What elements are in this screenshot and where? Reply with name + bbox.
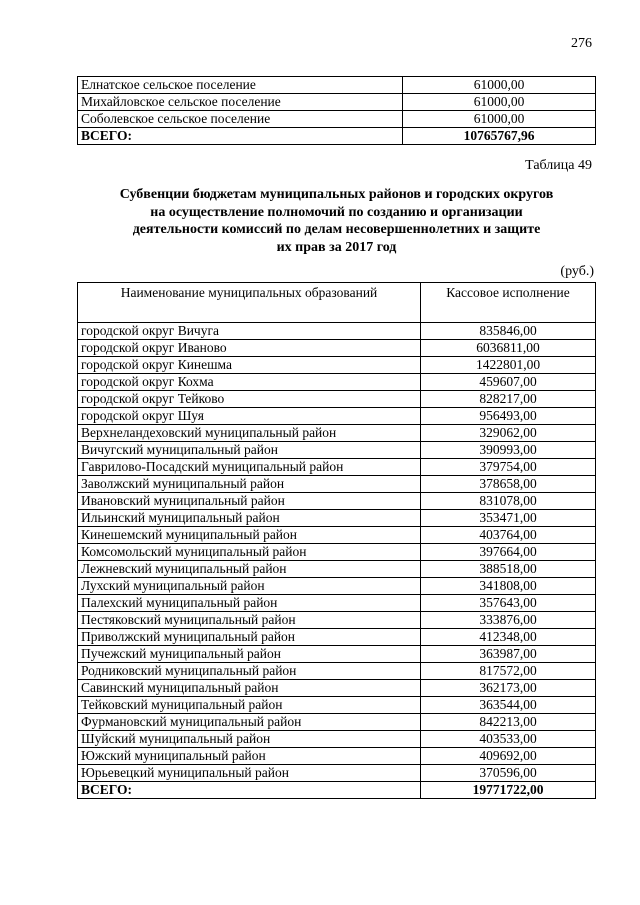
row-value: 341808,00 bbox=[421, 578, 596, 595]
table-row bbox=[78, 493, 596, 510]
row-value: 828217,00 bbox=[421, 391, 596, 408]
table-row bbox=[78, 680, 596, 697]
table-row bbox=[78, 476, 596, 493]
table-row bbox=[78, 425, 596, 442]
row-value: 390993,00 bbox=[421, 442, 596, 459]
table-row bbox=[78, 357, 596, 374]
table-row bbox=[78, 765, 596, 782]
table-row bbox=[78, 340, 596, 357]
row-value: 409692,00 bbox=[421, 748, 596, 765]
table-row bbox=[78, 561, 596, 578]
row-name: Южский муниципальный район bbox=[78, 748, 421, 765]
table-row bbox=[78, 111, 596, 128]
row-value: 831078,00 bbox=[421, 493, 596, 510]
row-value: 61000,00 bbox=[403, 111, 596, 128]
row-name: Палехский муниципальный район bbox=[78, 595, 421, 612]
total-value: 10765767,96 bbox=[403, 128, 596, 145]
row-name: городской округ Кинешма bbox=[78, 357, 421, 374]
row-name: Соболевское сельское поселение bbox=[78, 111, 403, 128]
table-row bbox=[78, 578, 596, 595]
row-value: 388518,00 bbox=[421, 561, 596, 578]
table-row bbox=[78, 510, 596, 527]
table-row bbox=[78, 748, 596, 765]
row-value: 403764,00 bbox=[421, 527, 596, 544]
row-value: 362173,00 bbox=[421, 680, 596, 697]
table-row bbox=[78, 612, 596, 629]
row-name: Фурмановский муниципальный район bbox=[78, 714, 421, 731]
subsidies-table bbox=[77, 282, 596, 799]
row-name: Савинский муниципальный район bbox=[78, 680, 421, 697]
row-name: Шуйский муниципальный район bbox=[78, 731, 421, 748]
row-name: Заволжский муниципальный район bbox=[78, 476, 421, 493]
continued-table bbox=[77, 76, 596, 145]
row-name: Пучежский муниципальный район bbox=[78, 646, 421, 663]
row-name: Лежневский муниципальный район bbox=[78, 561, 421, 578]
table-row bbox=[78, 77, 596, 94]
row-name: Комсомольский муниципальный район bbox=[78, 544, 421, 561]
table-row bbox=[78, 544, 596, 561]
total-row bbox=[78, 782, 596, 799]
unit-label: (руб.) bbox=[560, 264, 594, 279]
row-name: Лухский муниципальный район bbox=[78, 578, 421, 595]
table-label: Таблица 49 bbox=[525, 158, 592, 173]
table-row bbox=[78, 459, 596, 476]
row-name: Пестяковский муниципальный район bbox=[78, 612, 421, 629]
table-row bbox=[78, 374, 596, 391]
row-name: Верхнеландеховский муниципальный район bbox=[78, 425, 421, 442]
table-row bbox=[78, 391, 596, 408]
row-value: 329062,00 bbox=[421, 425, 596, 442]
table-row bbox=[78, 646, 596, 663]
row-name: Ивановский муниципальный район bbox=[78, 493, 421, 510]
table-row bbox=[78, 714, 596, 731]
row-name: Тейковский муниципальный район bbox=[78, 697, 421, 714]
title-line: их прав за 2017 год bbox=[276, 239, 397, 255]
page-number: 276 bbox=[571, 36, 592, 51]
row-name: Кинешемский муниципальный район bbox=[78, 527, 421, 544]
table-row bbox=[78, 595, 596, 612]
row-value: 333876,00 bbox=[421, 612, 596, 629]
total-label: ВСЕГО: bbox=[78, 128, 403, 145]
row-name: Приволжский муниципальный район bbox=[78, 629, 421, 646]
row-name: Гаврилово-Посадский муниципальный район bbox=[78, 459, 421, 476]
total-row bbox=[78, 128, 596, 145]
total-value: 19771722,00 bbox=[421, 782, 596, 799]
row-value: 956493,00 bbox=[421, 408, 596, 425]
row-value: 397664,00 bbox=[421, 544, 596, 561]
row-value: 835846,00 bbox=[421, 323, 596, 340]
row-value: 412348,00 bbox=[421, 629, 596, 646]
row-name: Юрьевецкий муниципальный район bbox=[78, 765, 421, 782]
total-label: ВСЕГО: bbox=[78, 782, 421, 799]
row-value: 363987,00 bbox=[421, 646, 596, 663]
row-name: городской округ Шуя bbox=[78, 408, 421, 425]
table-row bbox=[78, 94, 596, 111]
row-value: 379754,00 bbox=[421, 459, 596, 476]
header-row bbox=[78, 283, 596, 323]
table-row bbox=[78, 527, 596, 544]
table-title bbox=[0, 186, 640, 256]
row-value: 6036811,00 bbox=[421, 340, 596, 357]
row-name: Вичугский муниципальный район bbox=[78, 442, 421, 459]
table-row bbox=[78, 629, 596, 646]
table-row bbox=[78, 442, 596, 459]
row-value: 61000,00 bbox=[403, 94, 596, 111]
title-line: деятельности комиссий по делам несовершеннолетних и защите bbox=[132, 222, 541, 237]
row-value: 363544,00 bbox=[421, 697, 596, 714]
row-value: 357643,00 bbox=[421, 595, 596, 612]
table-row bbox=[78, 408, 596, 425]
row-value: 370596,00 bbox=[421, 765, 596, 782]
table-row bbox=[78, 731, 596, 748]
row-value: 842213,00 bbox=[421, 714, 596, 731]
row-value: 353471,00 bbox=[421, 510, 596, 527]
row-value: 378658,00 bbox=[421, 476, 596, 493]
row-value: 61000,00 bbox=[403, 77, 596, 94]
row-name: Ильинский муниципальный район bbox=[78, 510, 421, 527]
row-name: городской округ Тейково bbox=[78, 391, 421, 408]
table-row bbox=[78, 323, 596, 340]
row-name: городской округ Вичуга bbox=[78, 323, 421, 340]
row-value: 817572,00 bbox=[421, 663, 596, 680]
row-value: 459607,00 bbox=[421, 374, 596, 391]
row-name: городской округ Кохма bbox=[78, 374, 421, 391]
table-row bbox=[78, 697, 596, 714]
row-name: Михайловское сельское поселение bbox=[78, 94, 403, 111]
title-line: Субвенции бюджетам муниципальных районов и городских округов bbox=[119, 187, 554, 202]
row-value: 403533,00 bbox=[421, 731, 596, 748]
title-line: на осуществление полномочий по созданию и организации bbox=[150, 204, 523, 220]
row-name: Елнатское сельское поселение bbox=[78, 77, 403, 94]
header-name: Наименование муниципальных образований bbox=[78, 283, 421, 323]
header-value: Кассовое исполнение bbox=[421, 283, 596, 323]
row-name: городской округ Иваново bbox=[78, 340, 421, 357]
row-name: Родниковский муниципальный район bbox=[78, 663, 421, 680]
row-value: 1422801,00 bbox=[421, 357, 596, 374]
table-row bbox=[78, 663, 596, 680]
